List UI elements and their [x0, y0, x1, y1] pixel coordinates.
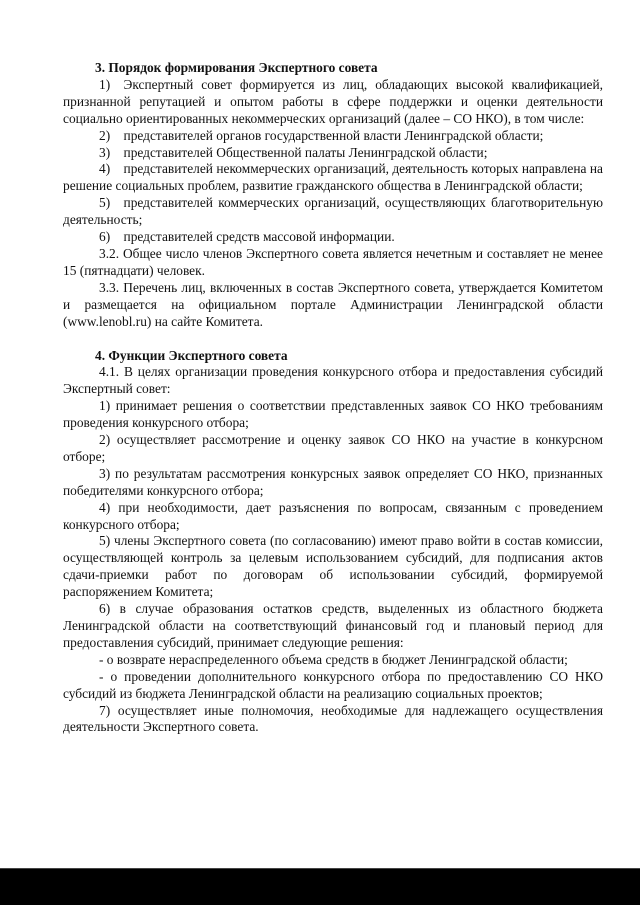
paragraph-3-1-item-4: 4) представителей некоммерческих организаций, деятельность которых направлена на решение социальных проблем, развитие гражданского общества в Ленинградской области;	[63, 161, 603, 194]
section-3-heading: 3. Порядок формирования Экспертного совета	[95, 60, 378, 75]
paragraph-3-1-item-5: 5) представителей коммерческих организаций, осуществляющих благотворительную деятельность;	[63, 195, 603, 228]
paragraph-4-1-item-3: 3) по результатам рассмотрения конкурсных заявок определяет СО НКО, признанных победителями конкурсного отбора;	[63, 465, 603, 498]
paragraph-4-1-item-5: 5) члены Экспертного совета (по согласованию) имеют право войти в состав комиссии, осуществляющей контроль за целевым использованием субсидий, для подписания актов сдачи-приемки работ по договорам об использовании субсидий, формируемой распоряжением Комитета;	[63, 533, 603, 600]
paragraph-4-1-item-6-dash-2: - о проведении дополнительного конкурсного отбора по предоставлению СО НКО субсидий из бюджета Ленинградской области на реализацию социальных проектов;	[63, 668, 603, 701]
paragraph-4-1: 4.1. В целях организации проведения конкурсного отбора и предоставления субсидий Экспертный совет:	[63, 364, 603, 397]
paragraph-3-1-item-6: 6) представителей средств массовой информации.	[99, 229, 395, 245]
paragraph-4-1-item-6-dash-1: - о возврате нераспределенного объема средств в бюджет Ленинградской области;	[99, 651, 568, 667]
paragraph-3-3: 3.3. Перечень лиц, включенных в состав Экспертного совета, утверждается Комитетом и размещается на официальном портале Администрации Ленинградской области (www.lenobl.ru) на сайте Комитета.	[63, 279, 603, 329]
paragraph-4-1-item-7: 7) осуществляет иные полномочия, необходимые для надлежащего осуществления деятельности Экспертного совета.	[63, 702, 603, 735]
paragraph-3-1: 1) Экспертный совет формируется из лиц, обладающих высокой квалификацией, признанной репутацией и опытом работы в сфере поддержки и оценки деятельности социально ориентированных некоммерческих организаций (далее – СО НКО), в том числе:	[63, 76, 603, 126]
paragraph-4-1-item-1: 1) принимает решения о соответствии представленных заявок СО НКО требованиям проведения конкурсного отбора;	[63, 398, 603, 431]
paragraph-4-1-item-4: 4) при необходимости, дает разъяснения по вопросам, связанным с проведением конкурсного отбора;	[63, 499, 603, 532]
paragraph-4-1-item-6: 6) в случае образования остатков средств, выделенных из областного бюджета Ленинградской области на соответствующий финансовый год и плановый период для предоставления субсидий, принимает следующие решения:	[63, 601, 603, 650]
document-body	[63, 60, 603, 736]
paragraph-4-1-item-2: 2) осуществляет рассмотрение и оценку заявок СО НКО на участие в конкурсном отборе;	[63, 432, 603, 464]
section-4-heading: 4. Функции Экспертного совета	[95, 347, 288, 363]
scan-bottom-edge	[0, 869, 640, 905]
paragraph-3-2: 3.2. Общее число членов Экспертного совета является нечетным и составляет не менее 15 (пятнадцати) человек.	[63, 245, 603, 278]
paragraph-3-1-item-3: 3) представителей Общественной палаты Ленинградской области;	[99, 144, 488, 160]
paragraph-3-1-item-2: 2) представителей органов государственной власти Ленинградской области;	[99, 127, 544, 143]
section-spacer	[63, 331, 603, 348]
